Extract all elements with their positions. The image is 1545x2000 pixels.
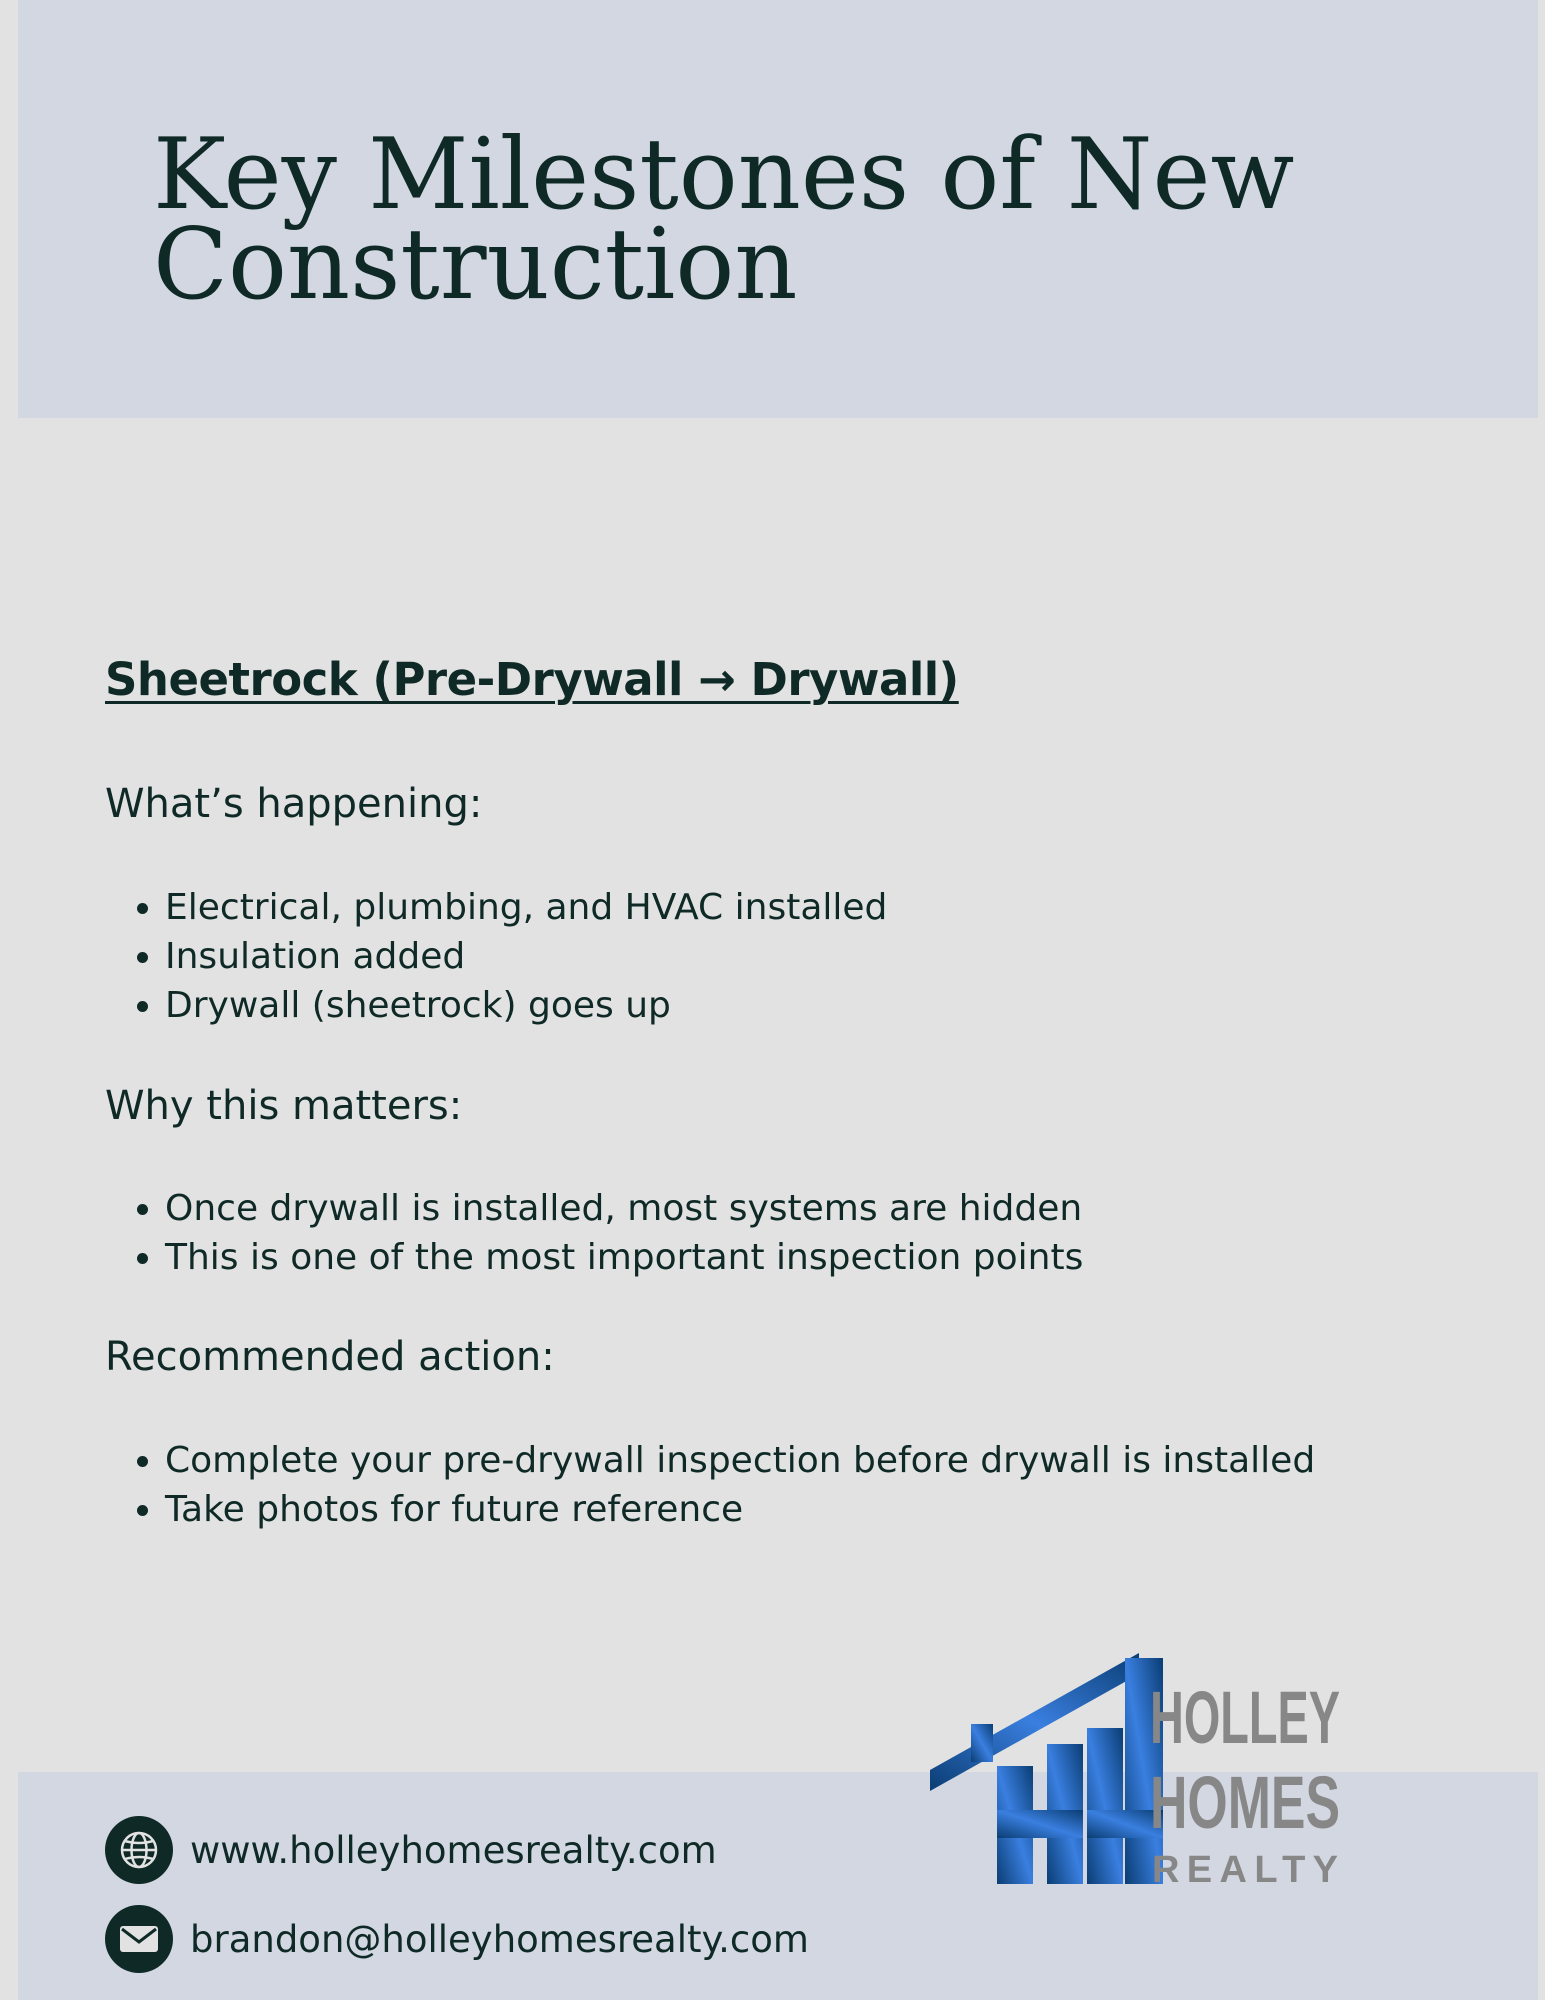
whats-happening-heading: What’s happening: xyxy=(105,781,483,827)
logo-line-realty: REALTY xyxy=(1152,1849,1338,1891)
recommended-action-list xyxy=(105,1436,1315,1534)
list-item: • Electrical, plumbing, and HVAC installed xyxy=(165,883,887,932)
website-link[interactable]: www.holleyhomesrealty.com xyxy=(190,1828,717,1872)
list-item: • Once drywall is installed, most systems are hidden xyxy=(165,1184,1083,1233)
why-this-matters-heading: Why this matters: xyxy=(105,1083,463,1129)
section-title: Sheetrock (Pre-Drywall → Drywall) xyxy=(105,653,959,706)
logo-line-homes: HOMES xyxy=(1150,1761,1340,1844)
holley-homes-realty-logo xyxy=(925,1648,1405,1891)
why-this-matters-list xyxy=(105,1184,1083,1282)
recommended-action-heading: Recommended action: xyxy=(105,1334,555,1380)
page-title-line1: Key Milestones of New xyxy=(153,118,1295,232)
whats-happening-list xyxy=(105,883,887,1030)
email-contact[interactable] xyxy=(105,1904,809,1974)
globe-icon xyxy=(105,1816,173,1884)
logo-line-holley: HOLLEY xyxy=(1150,1676,1340,1759)
house-monogram-icon xyxy=(930,1653,1163,1884)
list-item: • Insulation added xyxy=(165,932,887,981)
list-item: • Complete your pre-drywall inspection before drywall is installed xyxy=(165,1436,1315,1485)
list-item: • Drywall (sheetrock) goes up xyxy=(165,981,887,1030)
list-item: • Take photos for future reference xyxy=(165,1485,1315,1534)
envelope-icon xyxy=(105,1905,173,1973)
page-title-line2: Construction xyxy=(153,208,798,322)
list-item: • This is one of the most important inspection points xyxy=(165,1233,1083,1282)
page-title xyxy=(153,118,1295,322)
website-contact[interactable] xyxy=(105,1815,717,1885)
email-link[interactable]: brandon@holleyhomesrealty.com xyxy=(190,1917,809,1961)
